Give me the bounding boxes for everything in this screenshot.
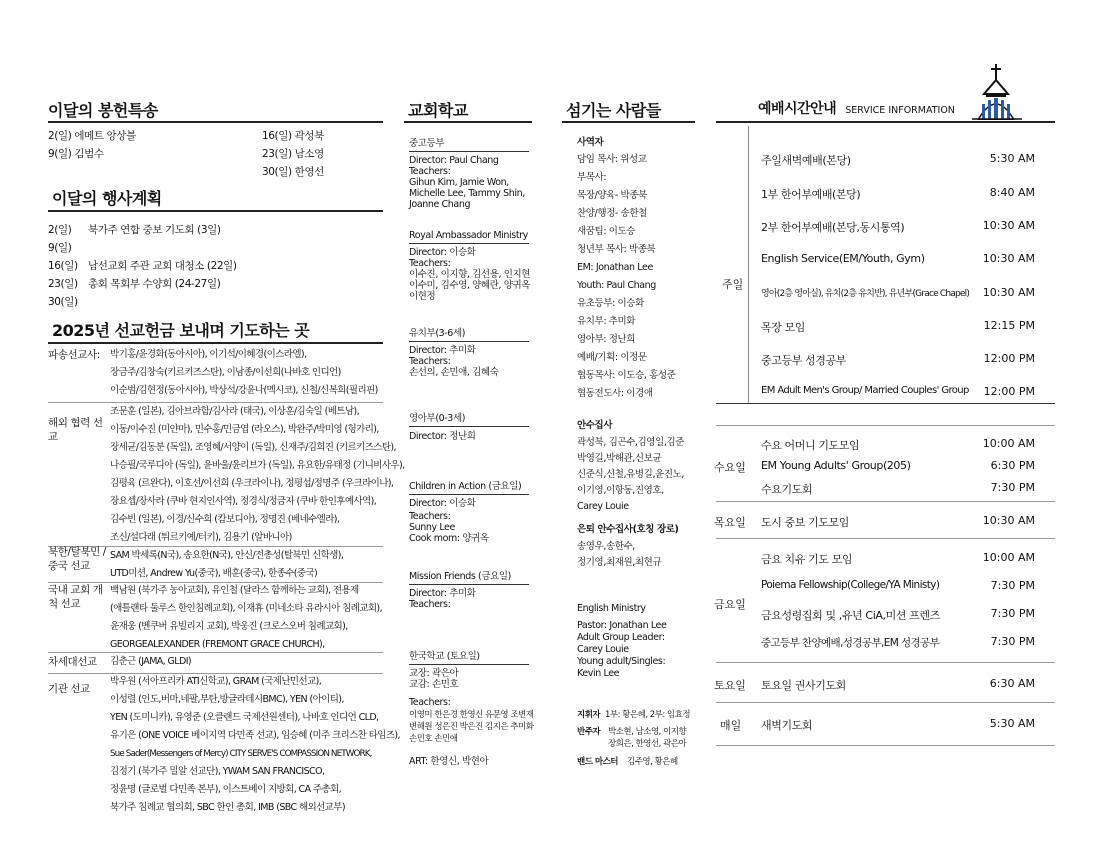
- english-line: Adult Group Leader:: [577, 632, 665, 643]
- worship-title-ko: 예배시간안내: [758, 101, 837, 117]
- worship-rule: [716, 121, 1055, 123]
- servant-line: 협동목사: 이도승, 홍성준: [577, 370, 676, 381]
- mission-line: 김평육 (르완다), 이호선/이선희 (우크라이나), 정평섭/정명주 (우크라이나),: [110, 478, 394, 489]
- usher-line: Carey Louie: [577, 501, 629, 512]
- service-time: 10:00 AM: [982, 551, 1035, 564]
- servant-line: 청년부 목사: 박종북: [577, 244, 656, 255]
- mission-line: 김수빈 (일본), 이경/신수희 (캄보디아), 정명진 (베네수엘라),: [110, 514, 340, 525]
- event-text: 북가주 연합 중보 기도회 (3일): [88, 224, 221, 236]
- divider: [409, 584, 529, 585]
- school-line: Director: 이승화: [409, 247, 476, 258]
- servant-line: 새꿈팀: 이도승: [577, 226, 636, 237]
- english-line: Carey Louie: [577, 644, 629, 655]
- service-time: 7:30 PM: [990, 579, 1035, 592]
- service-name: 중고등부 성경공부: [761, 354, 846, 367]
- worship-title: [758, 98, 955, 118]
- service-time: 7:30 PM: [990, 635, 1035, 648]
- day-label-saturday: 토요일: [714, 679, 746, 692]
- servant-line: 예배/기획: 이정문: [577, 352, 647, 363]
- event-text: 총회 목회부 수양회 (24-27일): [88, 278, 221, 290]
- school-line: 변해원 성은진 박은진 김지은 추미화: [409, 722, 534, 732]
- service-time: 12:00 PM: [983, 385, 1035, 398]
- mission-group-label: 해외 협력 선교: [48, 417, 103, 443]
- service-name: 토요일 권사기도회: [761, 679, 846, 692]
- events-rule: [48, 210, 383, 212]
- service-name: 2부 한어부예배(본당,동시통역): [761, 221, 905, 234]
- servant-line: EM: Jonathan Lee: [577, 262, 653, 273]
- english-title: English Ministry: [577, 603, 646, 614]
- band-text: 김주영, 황은혜: [627, 757, 678, 767]
- school-title: 교회학교: [408, 101, 468, 120]
- service-name: 영아(2층 영아실), 유치(2층 유치반), 유년부(Grace Chapel): [761, 289, 970, 299]
- offering-item: 23(일) 남소영: [262, 148, 324, 160]
- event-text: 남선교회 주관 교회 대청소 (22일): [88, 260, 237, 272]
- school-line: 이수미, 김수영, 양혜란, 양귀옥: [409, 280, 531, 291]
- mission-line: 백남원 (북가주 농아교회), 유인철 (달라스 함께하는 교회), 전용제: [110, 585, 359, 596]
- school-line: Teachers:: [409, 166, 451, 177]
- school-section-name: 영아부(0-3세): [409, 413, 466, 424]
- mission-line: 조문훈 (일본), 김아브라함/김사라 (태국), 이상훈/김숙일 (베트남),: [110, 406, 360, 417]
- divider: [409, 664, 529, 665]
- day-label-thursday: 목요일: [714, 516, 746, 529]
- offering-item: 30(일) 한영선: [262, 166, 324, 178]
- mission-line: 이성렬 (인도,버마,네팔,부탄,방글라데시BMC), YEN (아이티),: [110, 694, 344, 705]
- service-name: 중고등부 찬양예배,성경공부,EM 성경공부: [761, 637, 940, 649]
- service-time: 12:15 PM: [983, 319, 1035, 332]
- mission-line: 김춘근 (JAMA, GLDI): [110, 656, 192, 667]
- servants-title: 섬기는 사람들: [566, 101, 661, 120]
- mission-line: 조신/설다래 (튀르키예/터키), 김용기 (알바니아): [110, 532, 292, 543]
- divider: [716, 662, 1055, 663]
- school-line: 손민호 손민애: [409, 734, 458, 744]
- retired-line: 송영우,송한수,: [577, 541, 635, 552]
- mission-line: 북가주 침례교 협의회, SBC 한인 총회, IMB (SBC 해외선교부): [110, 802, 345, 813]
- school-line: 손선의, 손민애, 김혜숙: [409, 367, 499, 378]
- offering-item: 9(일) 김범수: [48, 148, 104, 160]
- day-label-wednesday: 수요일: [714, 461, 746, 474]
- mission-line: (애틀랜타 둘루스 한인침례교회), 이재휴 (미네소타 유라시아 침례교회),: [110, 603, 382, 614]
- servant-line: 협동전도사: 이경애: [577, 388, 653, 399]
- event-date: 23(일): [48, 278, 78, 290]
- worship-title-en: SERVICE INFORMATION: [845, 105, 955, 116]
- school-rule: [404, 121, 532, 123]
- mission-line: UTD미션, Andrew Yu(중국), 배훈(중국), 한종수(중국): [110, 568, 318, 579]
- mission-line: 나승필/국루디아 (독일), 윤바울/윤리브가 (독일), 유요한/유태정 (기니비사우),: [110, 460, 405, 471]
- mission-line: 장금주/김창숙(키르키즈스탄), 이남종/이선희(나바호 인디언): [110, 367, 341, 378]
- school-line: Michelle Lee, Tammy Shin,: [409, 188, 525, 199]
- service-time: 8:40 AM: [989, 186, 1035, 199]
- servant-line: 부목사:: [577, 172, 607, 183]
- mission-group-label: 차세대선교: [48, 656, 97, 668]
- service-time: 10:30 AM: [982, 286, 1035, 299]
- service-time: 12:00 PM: [983, 352, 1035, 365]
- mission-line: 유기은 (ONE VOICE 베이지역 다민족 선교), 임승혜 (미주 크리스찬 타임즈),: [110, 730, 400, 741]
- event-date: 16(일): [48, 260, 78, 272]
- mission-line: 장요셉/장사라 (쿠바 현지인사역), 정경식/정금자 (쿠바 한인후예사역),: [110, 496, 377, 507]
- pianist-line: 박소현, 남소영, 이지향: [608, 727, 687, 737]
- english-line: Kevin Lee: [577, 668, 620, 679]
- divider: [409, 243, 529, 244]
- school-line: Director: 정난희: [409, 431, 476, 442]
- school-section-name: 중고등부: [409, 138, 445, 149]
- school-line: 이수진, 이지향, 김선용, 인지현: [409, 269, 531, 280]
- school-section-name: 유치부(3-6세): [409, 328, 466, 339]
- servant-line: Youth: Paul Chang: [577, 280, 656, 291]
- divider: [716, 538, 1055, 539]
- band-label: 밴드 마스터: [577, 757, 619, 767]
- divider: [716, 501, 1055, 502]
- mission-line: 정윤명 (글로벌 다민족 본부), 이스트베이 지방회, CA 주총회,: [110, 784, 342, 795]
- service-time: 10:30 AM: [982, 252, 1035, 265]
- service-name: EM Young Adults' Group(205): [761, 459, 911, 472]
- church-icon: [972, 62, 1022, 120]
- school-line: Cook mom: 양귀옥: [409, 533, 489, 544]
- day-separator: [748, 126, 749, 403]
- mission-line: Sue Sader(Messengers of Mercy) CITY SERVE'S COMPASSION NETWORK,: [110, 749, 372, 759]
- servant-line: 담임 목사: 위성교: [577, 154, 647, 165]
- school-line: Director: 추미화: [409, 345, 476, 356]
- mission-group-label: 국내 교회 개척 선교: [48, 584, 103, 610]
- service-name: English Service(EM/Youth, Gym): [761, 252, 925, 265]
- divider: [409, 426, 529, 427]
- retired-line: 정기영,최재원,최현규: [577, 557, 662, 568]
- usher-line: 곽성북, 김곤수,김영일,김준: [577, 437, 685, 448]
- school-line: 이현정: [409, 291, 436, 302]
- usher-line: 신준식,신철,유병길,윤진노,: [577, 469, 685, 480]
- school-line: Teachers:: [409, 599, 451, 610]
- servant-line: 유초등부: 이승화: [577, 298, 644, 309]
- service-time: 6:30 AM: [989, 677, 1035, 690]
- mission-line: YEN (도미니카), 유영준 (오클랜드 국제선원센터), 나바호 인디언 CLD,: [110, 712, 379, 723]
- divider: [409, 341, 529, 342]
- school-section-name: Children in Action (금요일): [409, 481, 522, 492]
- mission-line: 이동/이수진 (미얀마), 민수홍/민금엽 (라오스), 박완주/박미영 (헝가리),: [110, 424, 379, 435]
- divider: [716, 425, 1055, 426]
- school-section-name: Royal Ambassador Ministry: [409, 230, 528, 241]
- divider: [409, 494, 529, 495]
- service-time: 10:30 AM: [982, 514, 1035, 527]
- servant-line: 목장/양육- 박종북: [577, 190, 647, 201]
- school-line: 이영미 한은경 한영신 유문영 조변재: [409, 710, 534, 720]
- service-name: 1부 한어부예배(본당): [761, 188, 861, 201]
- day-label-friday: 금요일: [714, 598, 746, 611]
- school-line: Director: 추미화: [409, 588, 476, 599]
- school-line: Teachers:: [409, 356, 451, 367]
- retired-title: 은퇴 안수집사(호칭 장로): [577, 524, 679, 535]
- service-time: 10:30 AM: [982, 219, 1035, 232]
- service-name: 금요성령집회 및 ,유년 CiA,미션 프렌즈: [761, 609, 940, 622]
- mission-line: 윤재웅 (벤쿠버 유빌리지 교회), 박웅진 (크로스오버 침례교회),: [110, 621, 348, 632]
- school-line: 교장: 곽은아: [409, 668, 459, 679]
- english-line: Pastor: Jonathan Lee: [577, 620, 667, 631]
- service-name: 수요 어머니 기도모임: [761, 439, 860, 452]
- servant-line: 영아부: 정난희: [577, 334, 636, 345]
- service-name: EM Adult Men's Group/ Married Couples' Group: [761, 385, 969, 396]
- offering-item: 2(일) 에메트 앙상블: [48, 130, 136, 142]
- conductor-text: 1부: 황은혜, 2부: 임효정: [605, 710, 691, 720]
- divider: [409, 151, 529, 152]
- school-line: Sunny Lee: [409, 522, 455, 533]
- pianist-line: 장희은, 한영선, 곽은아: [608, 739, 687, 749]
- service-time: 5:30 AM: [989, 152, 1035, 165]
- divider: [716, 403, 1055, 404]
- mission-line: SAM 박세록(N국), 송요한(N국), 안신/전총성(탈북민 신학생),: [110, 550, 344, 561]
- missions-title: 2025년 선교헌금 보내며 기도하는 곳: [52, 321, 310, 340]
- servants-rule: [562, 121, 695, 123]
- offering-rule: [48, 121, 383, 123]
- ushers-title: 안수집사: [577, 420, 613, 431]
- service-name: Poiema Fellowship(College/YA Ministy): [761, 579, 940, 591]
- service-name: 주일새벽예배(본당): [761, 154, 851, 167]
- english-line: Young adult/Singles:: [577, 656, 666, 667]
- missions-rule: [48, 342, 383, 344]
- service-name: 도시 중보 기도모임: [761, 516, 850, 529]
- service-time: 5:30 AM: [989, 717, 1035, 730]
- mission-group-label: 파송선교사:: [48, 349, 100, 361]
- school-line: Teachers:: [409, 697, 451, 708]
- mission-line: GEORGEALEXANDER (FREMONT GRACE CHURCH),: [110, 639, 325, 650]
- service-time: 10:00 AM: [982, 437, 1035, 450]
- school-line: Teachers:: [409, 511, 451, 522]
- school-line: Joanne Chang: [409, 199, 471, 210]
- day-label-daily: 매일: [720, 719, 742, 732]
- mission-line: 김정기 (북가주 밀알 선교단), YWAM SAN FRANCISCO,: [110, 766, 325, 777]
- school-line: Director: Paul Chang: [409, 155, 499, 166]
- service-time: 6:30 PM: [990, 459, 1035, 472]
- event-date: 30(일): [48, 296, 78, 308]
- day-label-sunday: 주일: [722, 278, 744, 291]
- mission-line: 박우원 (서아프리카 ATI신학교), GRAM (국제난민선교),: [110, 676, 322, 687]
- service-time: 7:30 PM: [990, 481, 1035, 494]
- usher-line: 박영길,박해관,신보균: [577, 453, 662, 464]
- school-line: ART: 한영신, 박현아: [409, 756, 489, 767]
- event-date: 2(일): [48, 224, 72, 236]
- school-section-name: Mission Friends (금요일): [409, 571, 511, 582]
- service-name: 금요 치유 기도 모임: [761, 553, 853, 566]
- conductor-label: 지휘자: [577, 710, 601, 720]
- divider: [48, 652, 383, 653]
- divider: [716, 745, 1055, 746]
- school-line: Gihun Kim, Jamie Won,: [409, 177, 509, 188]
- mission-group-label: 북한/탈북민 /중국 선교: [48, 546, 106, 572]
- school-line: Teachers:: [409, 258, 451, 269]
- divider: [716, 702, 1055, 703]
- usher-line: 이기영,이항동,진영호,: [577, 485, 664, 496]
- servant-line: 찬양/행정- 송한철: [577, 208, 647, 219]
- pianist-label: 반주자: [577, 727, 601, 737]
- school-line: 교감: 손민호: [409, 679, 459, 690]
- servant-line: 유치부: 추미화: [577, 316, 636, 327]
- mission-line: 박기홍/윤경화(동아시아), 이기석/이혜경(이스라엘),: [110, 349, 307, 360]
- offering-item: 16(일) 곽성북: [262, 130, 324, 142]
- servants-heading: 사역자: [577, 137, 604, 148]
- service-time: 7:30 PM: [990, 607, 1035, 620]
- mission-line: 이순범/김현정(동아시아), 박상석/강윤나(멕시코), 신철/신복희(필리핀): [110, 385, 378, 396]
- mission-group-label: 기관 선교: [48, 683, 90, 695]
- mission-line: 장세균/김동분 (독일), 조영혜/서양이 (독일), 신재주/김희진 (키르키즈스탄),: [110, 442, 396, 453]
- school-section-name: 한국학교 (토요일): [409, 651, 480, 662]
- service-name: 목장 모임: [761, 321, 806, 334]
- service-name: 새벽기도회: [761, 719, 813, 732]
- service-name: 수요기도회: [761, 483, 813, 496]
- events-title: 이달의 행사계획: [52, 189, 162, 208]
- offering-title: 이달의 봉헌특송: [48, 101, 158, 120]
- event-date: 9(일): [48, 242, 72, 254]
- school-line: Director: 이승화: [409, 498, 476, 509]
